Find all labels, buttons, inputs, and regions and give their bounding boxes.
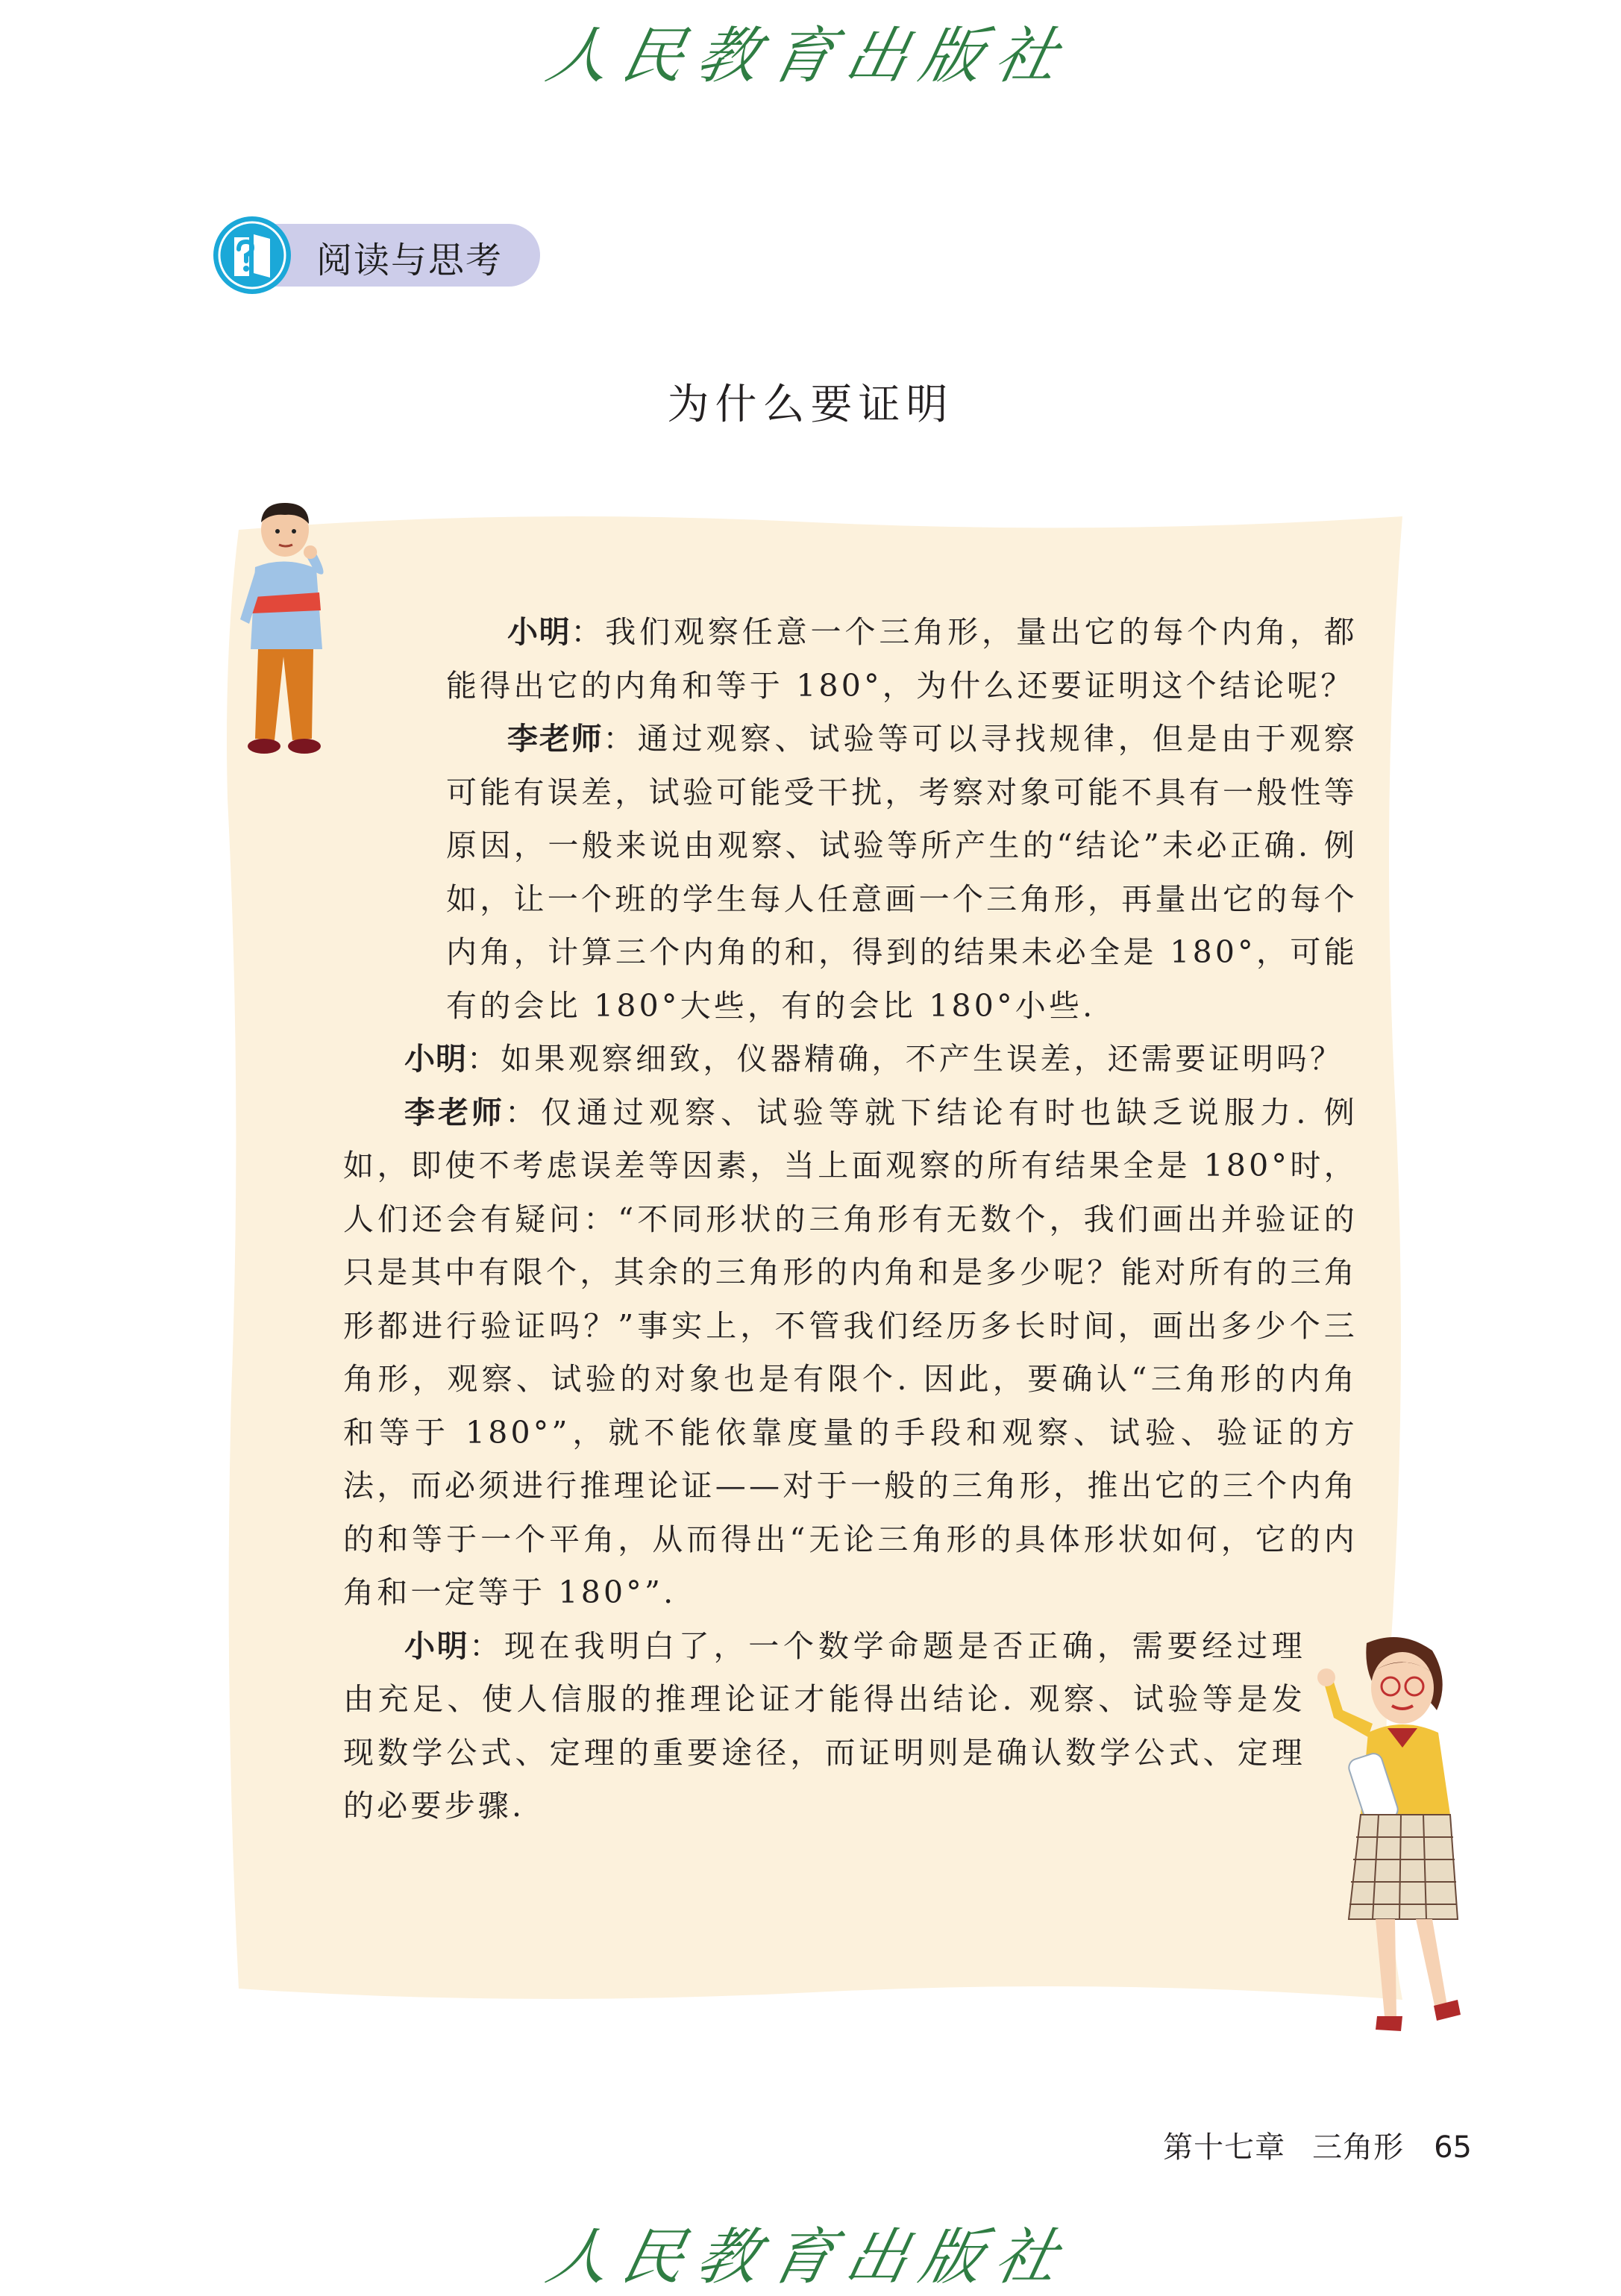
dialogue <box>343 606 1358 1833</box>
page-number: 65 <box>1434 2130 1472 2165</box>
chapter-topic: 三角形 <box>1312 2130 1405 2165</box>
teacher-illustration <box>1304 1628 1483 2053</box>
speaker-name: 李老师 <box>404 1094 505 1130</box>
dialogue-text: ：通过观察、试验等可以寻找规律，但是由于观察可能有误差，试验可能受干扰，考察对象可能不具有一般性等原因，一般来说由观察、试验等所产生的“结论”未必正确. 例如，让一个班的学生每人任意画一个三角形，再量出它的每个内角，计算三个内角的和，得到的结果未必全是 180°，可能有的会比 180°大些，有的会比 180°小些. <box>446 721 1358 1024</box>
page-footer <box>1163 2124 1472 2166</box>
speaker-name: 李老师 <box>507 721 603 757</box>
boy-illustration <box>233 500 345 769</box>
dialogue-text: ：如果观察细致，仪器精确，不产生误差，还需要证明吗？ <box>467 1041 1344 1077</box>
publisher-watermark-top: 人民教育出版社 <box>540 21 1079 92</box>
dialogue-text: ：我们观察任意一个三角形，量出它的每个内角，都能得出它的内角和等于 180°，为什么还要证明这个结论呢？ <box>446 614 1358 704</box>
dialogue-line <box>446 713 1358 1033</box>
dialogue-line <box>343 1033 1358 1086</box>
speaker-name: 小明 <box>404 1041 467 1077</box>
dialogue-text: ：现在我明白了，一个数学命题是否正确，需要经过理由充足、使人信服的推理论证才能得出结论. 观察、试验等是发现数学公式、定理的重要途径，而证明则是确认数学公式、定理的必要步骤. <box>343 1627 1305 1824</box>
section-badge <box>212 215 540 295</box>
page-title: 为什么要证明 <box>667 381 954 429</box>
badge-label: 阅读与思考 <box>316 240 504 281</box>
dialogue-line <box>343 1086 1358 1620</box>
speaker-name: 小明 <box>404 1627 470 1664</box>
publisher-watermark-bottom: 人民教育出版社 <box>540 2222 1079 2293</box>
dialogue-line <box>446 606 1358 713</box>
speaker-name: 小明 <box>507 614 571 650</box>
dialogue-text: ：仅通过观察、试验等就下结论有时也缺乏说服力. 例如，即使不考虑误差等因素，当上面观察的所有结果全是 180°时，人们还会有疑问：“不同形状的三角形有无数个，我们画出并验证的只是其中有限个，其余的三角形的内角和是多少呢？能对所有的三角形都进行验证吗？”事实上，不管我们经历多长时间，画出多少个三角形，观察、试验的对象也是有限个. 因此，要确认“三角形的内角和等于 180°”，就不能依靠度量的手段和观察、试验、验证的方法，而必须进行推理论证——对于一般的三角形，推出它的三个内角的和等于一个平角，从而得出“无论三角形的具体形状如何，它的内角和一定等于 180°”. <box>343 1094 1358 1610</box>
chapter-label: 第十七章 <box>1163 2130 1286 2165</box>
dialogue-line <box>343 1620 1305 1833</box>
question-book-icon <box>212 215 292 295</box>
